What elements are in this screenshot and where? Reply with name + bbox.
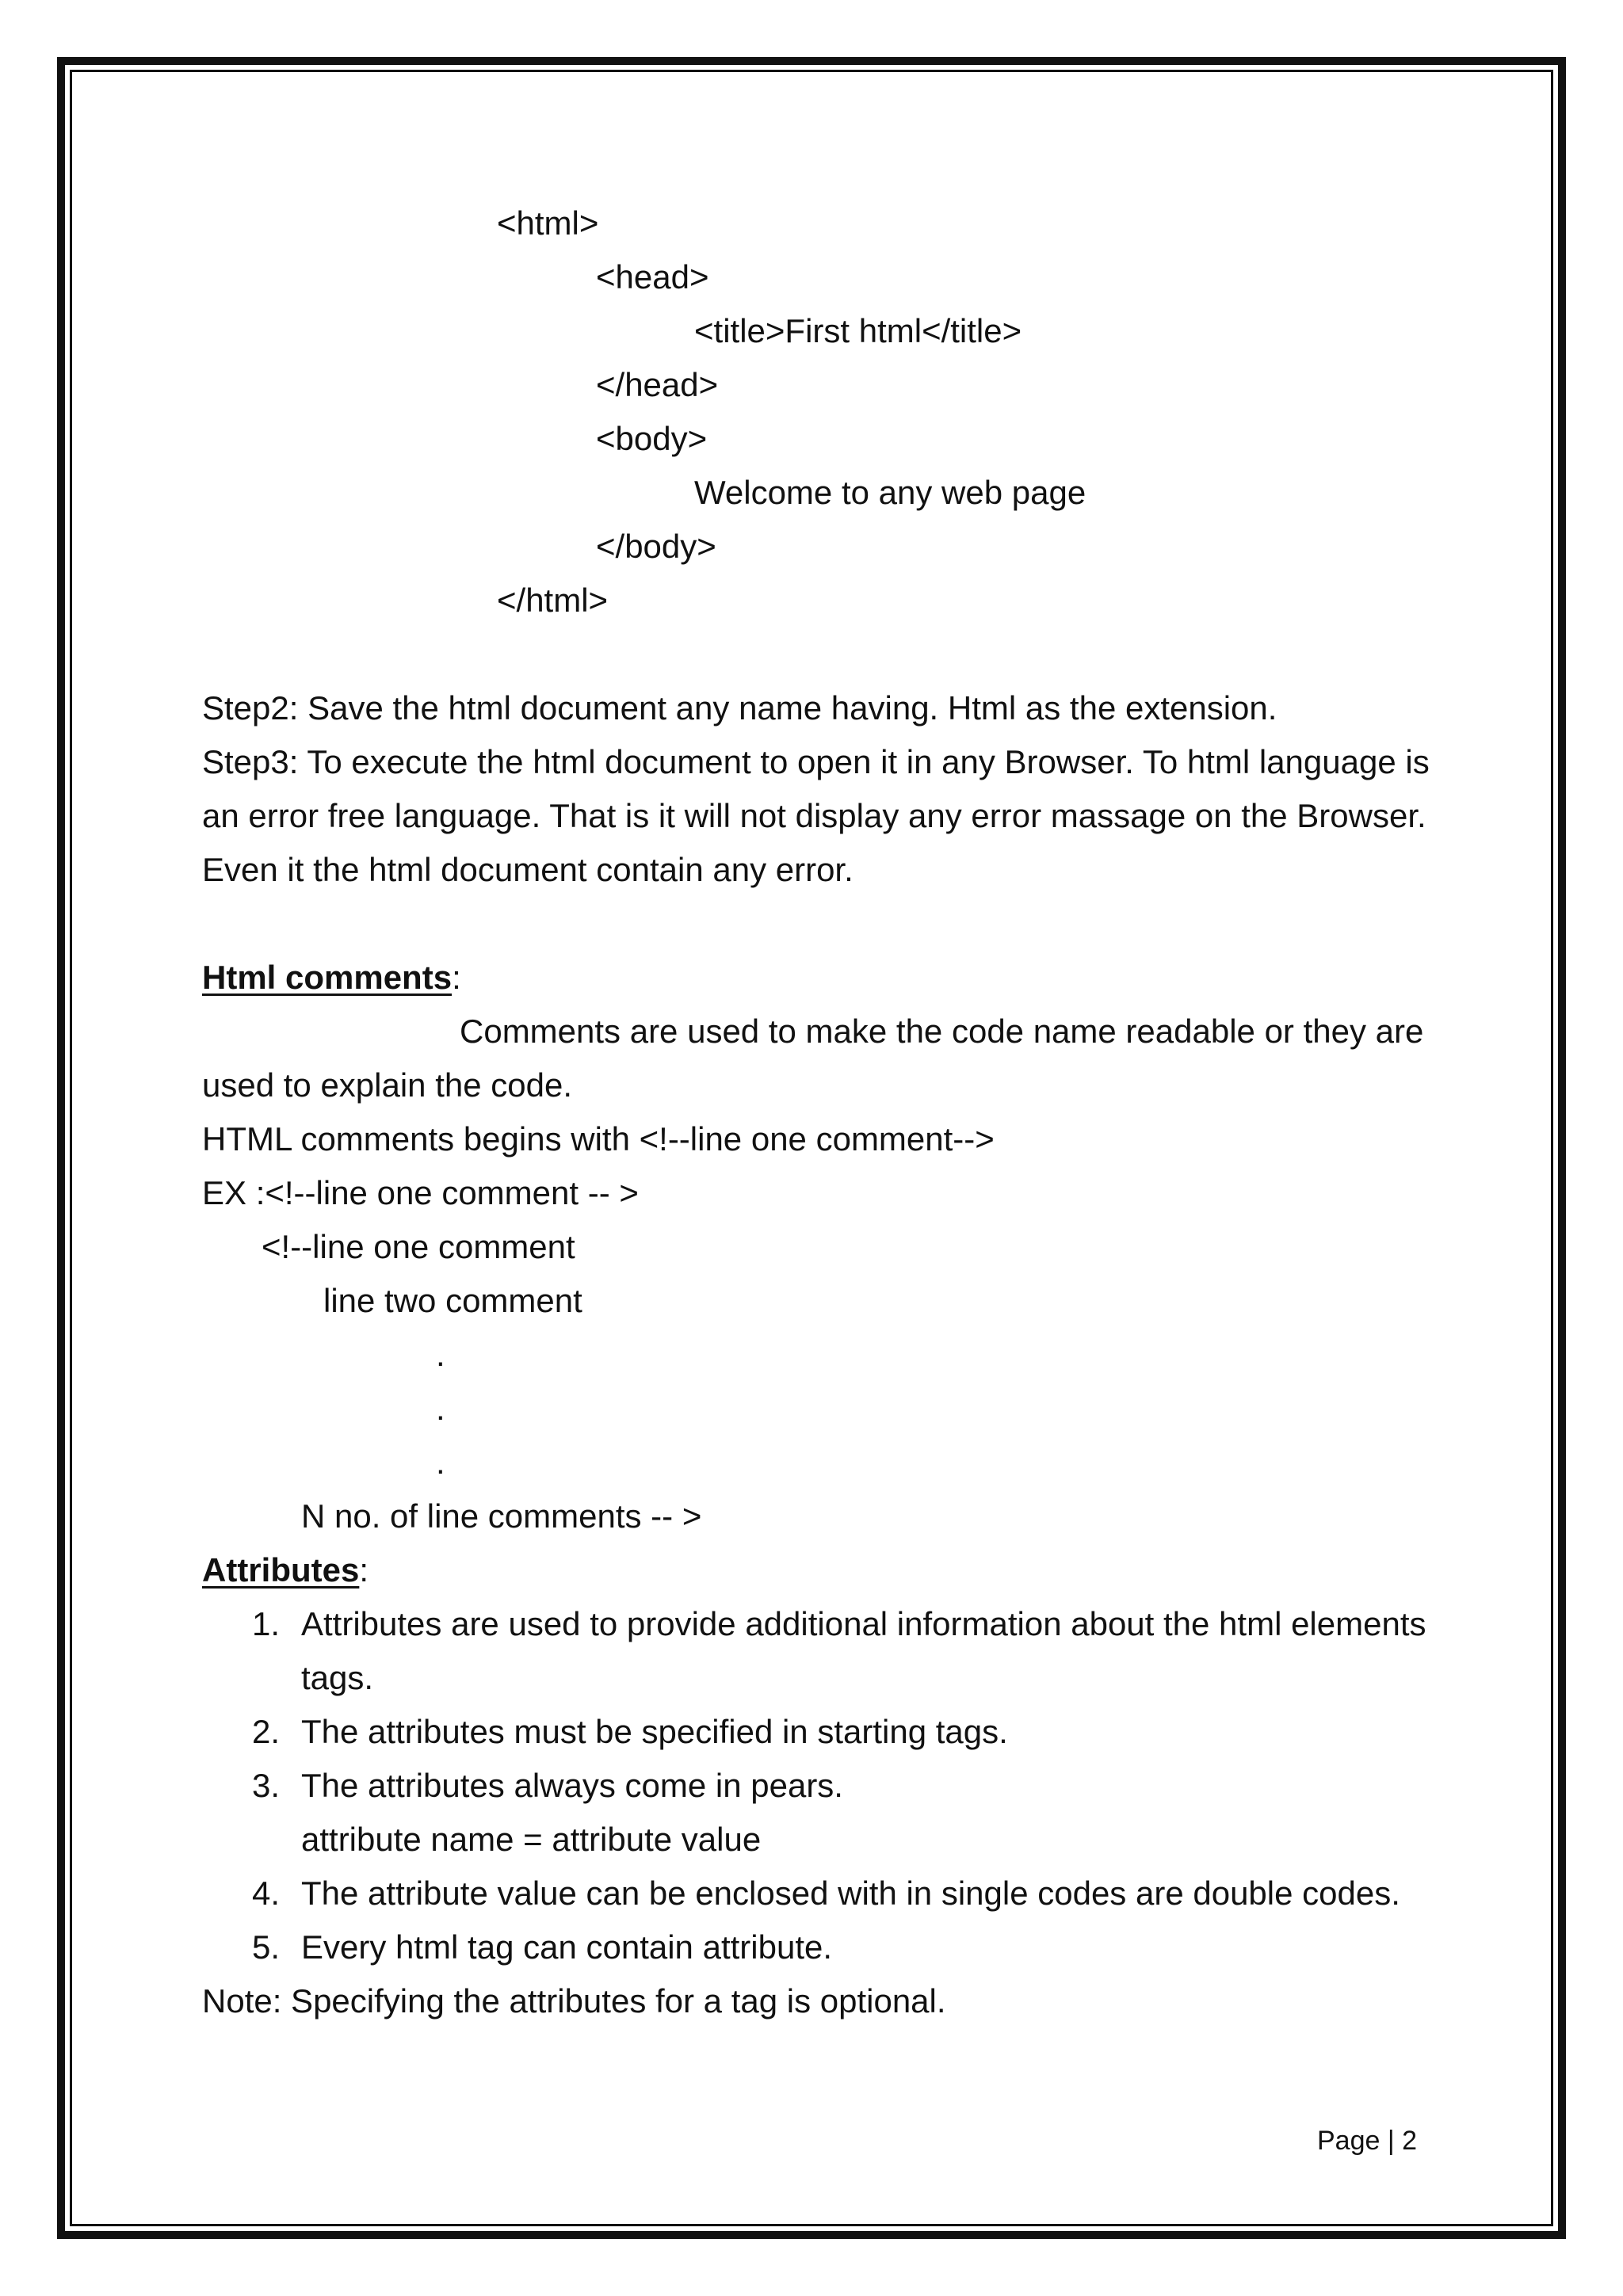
comments-multi-line1: <!--line one comment [262, 1228, 575, 1265]
comments-multi-dot2: . [436, 1390, 445, 1427]
comments-heading: Html comments [202, 959, 453, 996]
step3-text-line2: an error free language. That is it will not display any error massage on the Browser. [202, 797, 1426, 834]
comments-example: EX :<!--line one comment -- > [202, 1174, 639, 1211]
comments-multi-line2: line two comment [323, 1282, 582, 1319]
page-label: Page [1317, 2126, 1381, 2156]
page-separator: | [1387, 2126, 1395, 2156]
attributes-item-2-num: 2. [252, 1713, 281, 1750]
attributes-item-5-num: 5. [252, 1928, 281, 1966]
step2-text: Step2: Save the html document any name having. Html as the extension. [202, 689, 1277, 727]
code-line-body-text: Welcome to any web page [694, 474, 1086, 511]
comments-intro-line2: used to explain the code. [202, 1066, 573, 1104]
code-line-html-close: </html> [497, 582, 609, 619]
attributes-heading: Attributes [202, 1551, 360, 1589]
page-number: 2 [1402, 2126, 1418, 2156]
comments-multi-dot1: . [436, 1336, 445, 1373]
comments-multi-last: N no. of line comments -- > [301, 1497, 702, 1535]
step3-text-line1: Step3: To execute the html document to open it in any Browser. To html language is [202, 743, 1430, 780]
comments-heading-line [202, 957, 461, 998]
code-line-html-open: <html> [497, 204, 599, 242]
code-line-head-open: <head> [596, 258, 709, 296]
attributes-item-3-line1: The attributes always come in pears. [301, 1767, 843, 1804]
page-footer [1317, 2125, 1417, 2157]
attributes-heading-colon: : [359, 1551, 369, 1589]
attributes-item-3-line2: attribute name = attribute value [301, 1821, 762, 1858]
attributes-heading-line [202, 1550, 369, 1591]
attributes-note: Note: Specifying the attributes for a tag is optional. [202, 1982, 946, 2019]
code-line-title: <title>First html</title> [694, 312, 1022, 349]
attributes-item-4-num: 4. [252, 1875, 281, 1912]
code-line-head-close: </head> [596, 366, 719, 403]
attributes-item-2-line1: The attributes must be specified in starting tags. [301, 1713, 1008, 1750]
comments-heading-colon: : [452, 959, 461, 996]
code-line-body-close: </body> [596, 528, 716, 565]
attributes-item-1-line2: tags. [301, 1659, 374, 1696]
attributes-item-1-line1: Attributes are used to provide additional information about the html elements [301, 1605, 1426, 1642]
attributes-item-1-num: 1. [252, 1605, 281, 1642]
attributes-item-4-line1: The attribute value can be enclosed with in single codes are double codes. [301, 1875, 1400, 1912]
comments-begins-with: HTML comments begins with <!--line one comment--> [202, 1120, 995, 1158]
attributes-item-3-num: 3. [252, 1767, 281, 1804]
comments-intro-line1: Comments are used to make the code name readable or they are [460, 1013, 1424, 1050]
code-line-body-open: <body> [596, 420, 708, 457]
attributes-item-5-line1: Every html tag can contain attribute. [301, 1928, 833, 1966]
step3-text-line3: Even it the html document contain any error. [202, 851, 854, 888]
comments-multi-dot3: . [436, 1444, 445, 1481]
